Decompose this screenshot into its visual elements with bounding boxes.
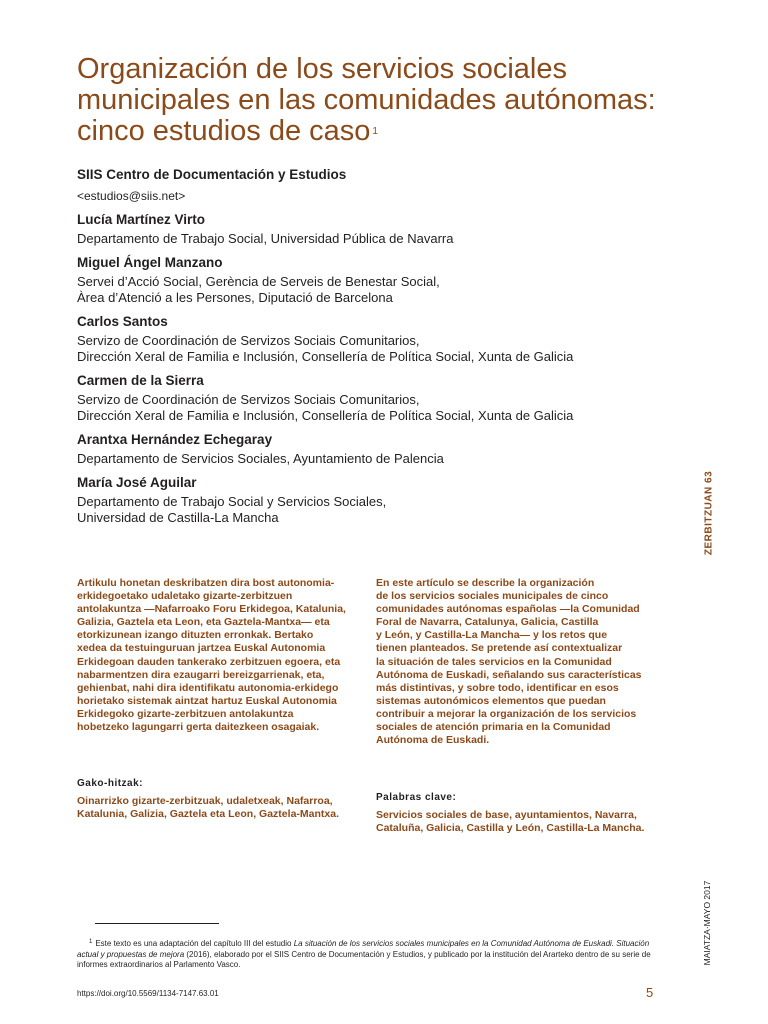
- author-siis: [77, 166, 677, 204]
- author-affiliation: Departamento de Trabajo Social, Universidad Pública de Navarra: [77, 231, 454, 246]
- footnote-number: 1: [89, 939, 93, 945]
- author-name: Arantxa Hernández Echegaray: [77, 432, 273, 447]
- author-email[interactable]: <estudios@siis.net>: [77, 189, 186, 203]
- footnote-text-a: Este texto es una adaptación del capítulo III del estudio: [95, 939, 294, 948]
- author-affiliation: Departamento de Servicios Sociales, Ayuntamiento de Palencia: [77, 451, 444, 466]
- author-name: Carmen de la Sierra: [77, 373, 204, 388]
- article-title: [77, 54, 677, 147]
- author-list: [77, 166, 677, 533]
- author-name: Carlos Santos: [77, 314, 168, 329]
- side-date-label: [700, 880, 714, 966]
- keywords-spanish-label: Palabras clave:: [376, 792, 457, 803]
- abstract-basque: [77, 577, 362, 734]
- author-name: Miguel Ángel Manzano: [77, 255, 223, 270]
- author-aguilar: [77, 474, 677, 526]
- author-martinez: [77, 211, 677, 247]
- keywords-basque-text: Oinarrizko gizarte-zerbitzuak, udaletxeak, Nafarroa, Katalunia, Galizia, Gaztela eta Leon, Gaztela-Mantxa.: [77, 795, 339, 821]
- page-number: 5: [646, 985, 654, 1000]
- keywords-basque-label: Gako-hitzak:: [77, 778, 144, 789]
- author-affiliation: Servizo de Coordinación de Servizos Sociais Comunitarios, Dirección Xeral de Familia e Inclusión, Consellería de Política Social, Xunta de Galicia: [77, 333, 574, 364]
- author-manzano: [77, 254, 677, 306]
- footnote: [77, 937, 662, 971]
- side-journal-label: [702, 464, 716, 562]
- author-affiliation: Servei d’Acció Social, Gerència de Serveis de Benestar Social, Àrea d’Atenció a les Persones, Diputació de Barcelona: [77, 274, 440, 305]
- author-name: Lucía Martínez Virto: [77, 212, 206, 227]
- title-footnote-mark: 1: [372, 126, 378, 137]
- keywords-basque: [77, 778, 367, 821]
- doi-link[interactable]: https://doi.org/10.5569/1134-7147.63.01: [77, 989, 219, 998]
- author-name: SIIS Centro de Documentación y Estudios: [77, 167, 347, 182]
- keywords-spanish: [376, 792, 666, 835]
- side-journal-text: ZERBITZUAN 63: [703, 470, 715, 556]
- footnote-text-b: (2016), elaborado por el SIIS Centro de Documentación y Estudios, y publicado por la institución del Ararteko dentro de su serie de informes extraordinarios al Parlamento Vasco.: [77, 949, 651, 969]
- abstract-spanish: [376, 577, 661, 747]
- author-affiliation: Departamento de Trabajo Social y Servicios Sociales, Universidad de Castilla-La Mancha: [77, 494, 387, 525]
- author-name: María José Aguilar: [77, 475, 197, 490]
- title-text: Organización de los servicios sociales municipales en las comunidades autónomas: cinco estudios de caso: [77, 53, 656, 147]
- author-hernandez: [77, 431, 677, 467]
- author-sierra: [77, 372, 677, 424]
- footnote-text-italic: La situación de los servicios sociales municipales en la Comunidad Autónoma de Euskadi. Situación actual y propuestas de mejora: [77, 939, 650, 959]
- side-date-text: MAIATZA·MAYO 2017: [702, 880, 712, 966]
- author-santos: [77, 313, 677, 365]
- abstract-spanish-text: En este artículo se describe la organización de los servicios sociales municipales de cinco comunidades autónomas españolas —la Comunidad Foral de Navarra, Catalunya, Galicia, Castilla y León, y Castilla-La Mancha— y los retos que tienen planteados. Se pretende así contextualizar la situación de tales servicios en la Comunidad Autónoma de Euskadi, señalando sus características más distintivas, y sobre todo, identificar en esos sistemas autonómicos elementos que puedan contribuir a mejorar la organización de los servicios sociales de atención primaria en la Comunidad Autónoma de Euskadi.: [376, 577, 642, 747]
- author-affiliation: Servizo de Coordinación de Servizos Sociais Comunitarios, Dirección Xeral de Familia e Inclusión, Consellería de Política Social, Xunta de Galicia: [77, 392, 574, 423]
- footnote-divider: [95, 923, 219, 924]
- keywords-spanish-text: Servicios sociales de base, ayuntamientos, Navarra, Cataluña, Galicia, Castilla y León, Castilla-La Mancha.: [376, 809, 645, 835]
- abstract-basque-text: Artikulu honetan deskribatzen dira bost autonomia- erkidegoetako udaletako gizarte-zerbitzuen antolakuntza —Nafarroako Foru Erkidegoa, Katalunia, Galizia, Gaztela eta Leon, eta Gaztela-Mantxa— eta etorkizunean izango dituzten erronkak. Bertako xedea da testuinguruan jartzea Euskal Autonomia Erkidegoan dauden tankerako zerbitzuen egoera, eta nabarmentzen dira ezaugarri bereizgarrienak, eta, gehienbat, nahi dira identifikatu autonomia-erkidego horietako sistemak aintzat hartuz Euskal Autonomia Erkidegoko gizarte-zerbitzuen antolakuntza hobetzeko lagungarri gerta daitezkeen osagaiak.: [77, 577, 346, 734]
